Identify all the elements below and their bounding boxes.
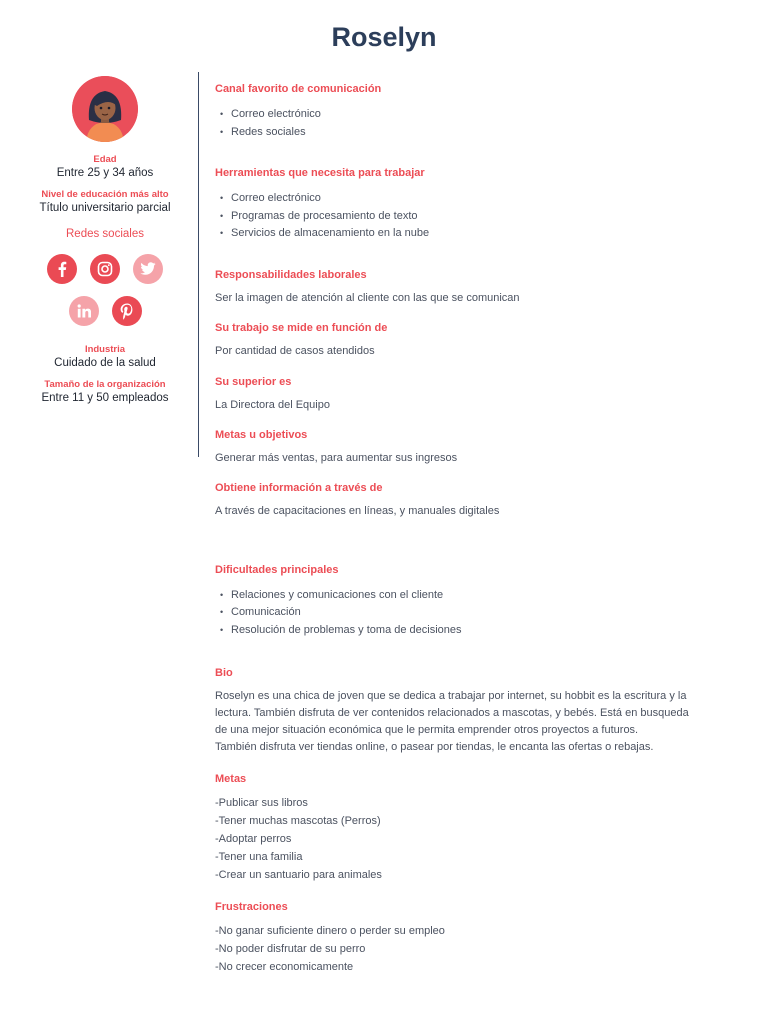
social-icons-row-2 — [20, 296, 190, 326]
frustrations-heading: Frustraciones — [215, 901, 288, 913]
info-source-section — [215, 481, 705, 520]
avatar-illustration — [72, 76, 138, 142]
industry-label: Industria — [84, 344, 126, 355]
info-source-text: A través de capacitaciones en líneas, y manuales digitales — [215, 504, 500, 517]
column-divider — [198, 72, 199, 457]
bio-line: También disfruta ver tiendas online, o pasear por tiendas, le encanta las ofertas o rebajas. — [215, 741, 654, 753]
channel-list — [215, 106, 705, 141]
responsibilities-text: Ser la imagen de atención al cliente con las que se comunican — [215, 291, 520, 304]
frustrations-section — [215, 900, 705, 976]
goals-line: -Tener una familia — [215, 851, 303, 863]
difficulties-heading: Dificultades principales — [215, 563, 339, 576]
frustrations-line: -No ganar suficiente dinero o perder su empleo — [215, 925, 445, 937]
bio-section — [215, 666, 705, 756]
org-size-value: Entre 11 y 50 empleados — [41, 392, 169, 404]
org-size-label: Tamaño de la organización — [44, 379, 166, 390]
goals-line: -Adoptar perros — [215, 833, 292, 845]
goals-objectives-heading: Metas u objetivos — [215, 428, 308, 441]
education-block — [20, 189, 190, 214]
list-item: • Comunicación — [215, 604, 705, 622]
persona-details — [215, 82, 705, 976]
bio-heading: Bio — [215, 667, 233, 679]
frustrations-line: -No poder disfrutar de su perro — [215, 943, 366, 955]
list-item: • Correo electrónico — [215, 190, 705, 208]
list-item: • Correo electrónico — [215, 106, 705, 124]
list-item: • Relaciones y comunicaciones con el cliente — [215, 587, 705, 605]
education-label: Nivel de educación más alto — [41, 189, 169, 200]
bio-line: lectura. También disfruta de ver contenidos relacionados a mascotas, y bebés. Está en busqueda — [215, 707, 689, 719]
social-icons-row — [20, 254, 190, 284]
boss-text: La Directora del Equipo — [215, 398, 330, 411]
channel-section — [215, 82, 705, 141]
goals-line: -Publicar sus libros — [215, 797, 308, 809]
goals-line: -Tener muchas mascotas (Perros) — [215, 815, 381, 827]
boss-section — [215, 375, 705, 414]
pinterest-icon[interactable] — [112, 296, 142, 326]
tools-heading: Herramientas que necesita para trabajar — [215, 167, 425, 179]
age-label: Edad — [93, 154, 117, 165]
measured-heading: Su trabajo se mide en función de — [215, 321, 388, 334]
age-value: Entre 25 y 34 años — [56, 167, 154, 179]
goals-heading: Metas — [215, 773, 247, 785]
facebook-icon[interactable] — [47, 254, 77, 284]
list-item: • Resolución de problemas y toma de decisiones — [215, 622, 705, 640]
list-item: • Programas de procesamiento de texto — [215, 208, 705, 226]
social-networks-label: Redes sociales — [66, 228, 144, 240]
responsibilities-section — [215, 268, 705, 307]
measured-section — [215, 321, 705, 360]
avatar — [72, 76, 138, 142]
list-item: • Redes sociales — [215, 124, 705, 142]
goals-line: -Crear un santuario para animales — [215, 869, 382, 881]
responsibilities-heading: Responsabilidades laborales — [215, 268, 367, 281]
twitter-icon[interactable] — [133, 254, 163, 284]
info-source-heading: Obtiene información a través de — [215, 481, 383, 494]
industry-value: Cuidado de la salud — [54, 357, 156, 369]
org-size-block — [20, 379, 190, 404]
measured-text: Por cantidad de casos atendidos — [215, 344, 375, 357]
tools-section — [215, 166, 705, 243]
goals-objectives-section — [215, 428, 705, 467]
boss-heading: Su superior es — [215, 375, 292, 388]
difficulties-list — [215, 587, 705, 640]
goals-objectives-text: Generar más ventas, para aumentar sus ingresos — [215, 451, 458, 464]
frustrations-line: -No crecer economicamente — [215, 961, 354, 973]
persona-sidebar — [20, 76, 190, 404]
age-block — [20, 154, 190, 179]
bio-line: de una mejor situación económica que le permita emprender otros proyectos a futuros. — [215, 724, 639, 736]
education-value: Título universitario parcial — [39, 202, 171, 214]
channel-heading: Canal favorito de comunicación — [215, 83, 382, 95]
tools-list — [215, 190, 705, 243]
goals-section — [215, 772, 705, 884]
instagram-icon[interactable] — [90, 254, 120, 284]
bio-line: Roselyn es una chica de joven que se dedica a trabajar por internet, su hobbit es la escritura y la — [215, 690, 687, 702]
list-item: • Servicios de almacenamiento en la nube — [215, 225, 705, 243]
industry-block — [20, 344, 190, 369]
persona-name: Roselyn — [331, 22, 437, 52]
linkedin-icon[interactable] — [69, 296, 99, 326]
difficulties-section — [215, 563, 705, 640]
